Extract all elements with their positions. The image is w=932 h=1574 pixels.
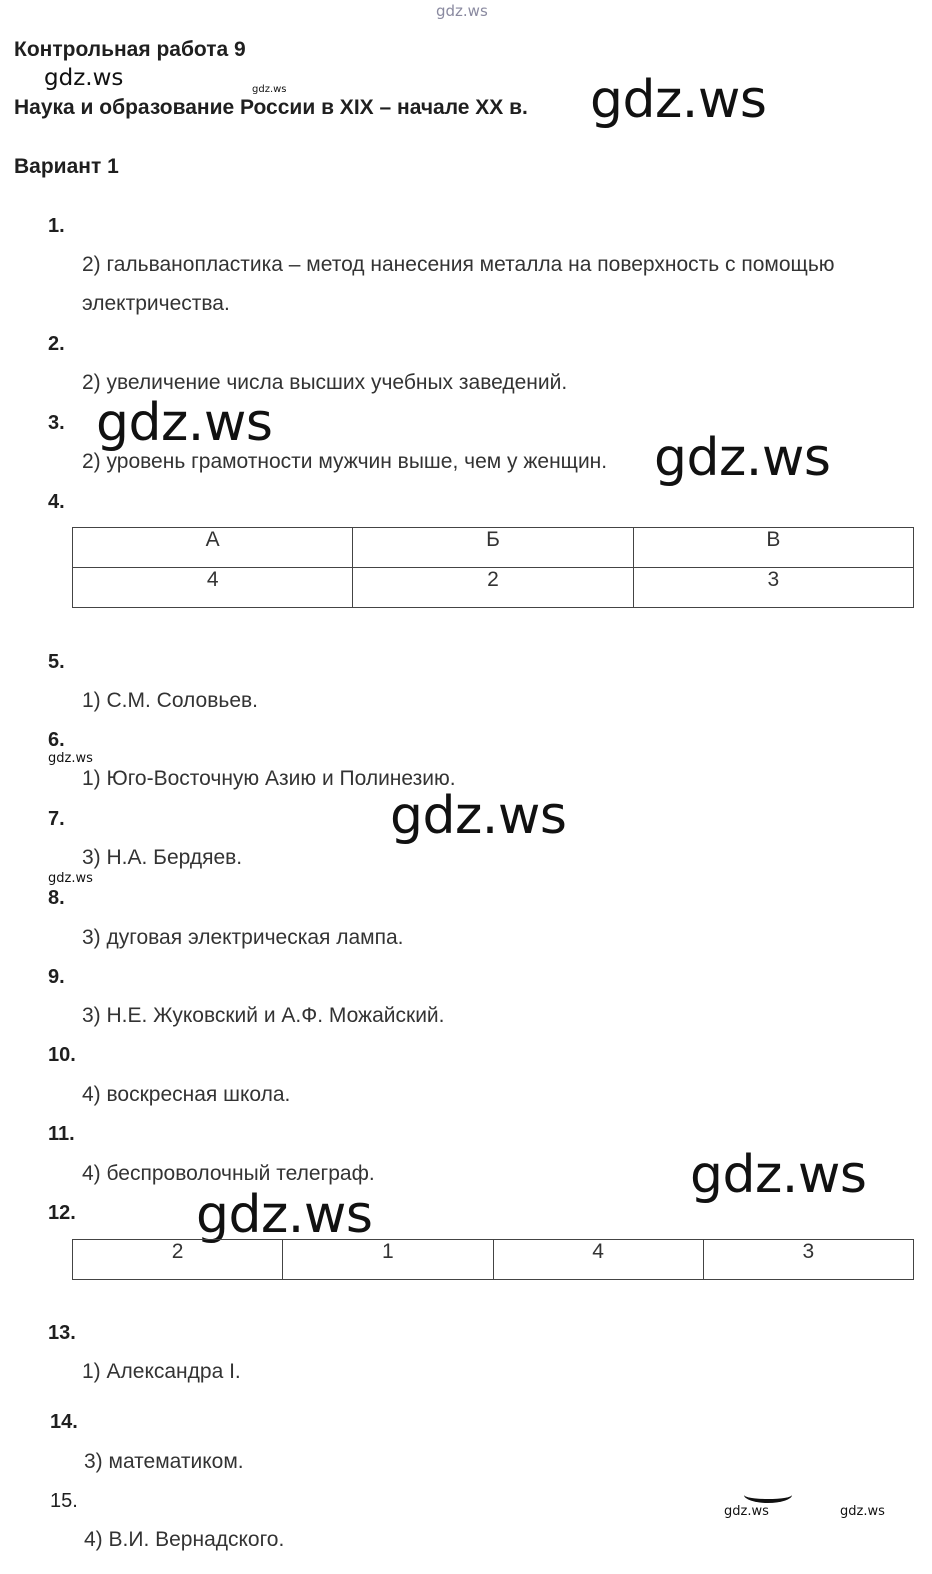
table-header-cell: А [73,528,353,568]
question-number-11: 11. [48,1123,75,1145]
question-number-9: 9. [48,966,65,988]
answer-7: 3) Н.А. Бердяев. [82,846,243,869]
watermark-large-q3-right: gdz.ws [654,428,831,488]
answer-6: 1) Юго-Восточную Азию и Полинезию. [82,767,456,790]
answer-9: 3) Н.Е. Жуковский и А.Ф. Можайский. [82,1004,445,1027]
table-row [73,568,914,608]
question-number-4: 4. [48,491,65,513]
watermark-small-q6: gdz.ws [48,751,93,766]
watermark-tiny-header: gdz.ws [252,84,287,95]
question-number-8: 8. [48,887,65,909]
watermark-small-bottom-right: gdz.ws [840,1504,885,1519]
answer-1-line1: 2) гальванопластика – метод нанесения металла на поверхность с помощью [82,253,835,276]
page-title-line1: Контрольная работа 9 [14,38,246,61]
table-cell: 1 [283,1240,493,1280]
decorative-arc [744,1487,792,1503]
table-header-cell: В [633,528,913,568]
table-cell: 2 [353,568,633,608]
answer-11: 4) беспроволочный телеграф. [82,1162,375,1185]
watermark-top: gdz.ws [436,2,488,20]
question-number-2: 2. [48,333,65,355]
table-row [73,1240,914,1280]
question-number-12: 12. [48,1202,76,1224]
page-title-line2: Наука и образование России в XIX – начале XX в. [14,96,528,119]
variant-label: Вариант 1 [14,155,119,178]
watermark-small-bottom-left: gdz.ws [724,1504,769,1519]
watermark-large-center: gdz.ws [390,786,567,846]
watermark-under-title: gdz.ws [44,65,124,91]
table-header-cell: Б [353,528,633,568]
watermark-large-q11: gdz.ws [690,1145,867,1205]
question-number-15: 15. [50,1490,78,1512]
table-cell: 3 [703,1240,913,1280]
watermark-large-q3-left: gdz.ws [96,393,273,453]
table-cell: 2 [73,1240,283,1280]
question-number-13: 13. [48,1322,76,1344]
watermark-large-q12: gdz.ws [196,1185,373,1245]
watermark-small-q8: gdz.ws [48,871,93,886]
table-cell: 4 [493,1240,703,1280]
answer-3: 2) уровень грамотности мужчин выше, чем у женщин. [82,450,608,473]
watermark-large-header: gdz.ws [590,70,767,130]
answer-8: 3) дуговая электрическая лампа. [82,926,404,949]
question-number-1: 1. [48,215,65,237]
answer-1-line2: электричества. [82,292,230,315]
question-number-3: 3. [48,412,65,434]
table-cell: 3 [633,568,913,608]
answer-14: 3) математиком. [84,1450,244,1473]
question-number-14: 14. [50,1411,78,1433]
answer-10: 4) воскресная школа. [82,1083,291,1106]
question-number-10: 10. [48,1044,76,1066]
answer-15: 4) В.И. Вернадского. [84,1528,285,1551]
answer-5: 1) С.М. Соловьев. [82,689,258,712]
answer-4-table [72,527,914,608]
answer-2: 2) увеличение числа высших учебных заведений. [82,371,568,394]
answer-12-table [72,1239,914,1280]
question-number-7: 7. [48,808,65,830]
answer-13: 1) Александра I. [82,1360,241,1383]
table-cell: 4 [73,568,353,608]
question-number-5: 5. [48,651,65,673]
table-row [73,528,914,568]
question-number-6: 6. [48,729,65,751]
